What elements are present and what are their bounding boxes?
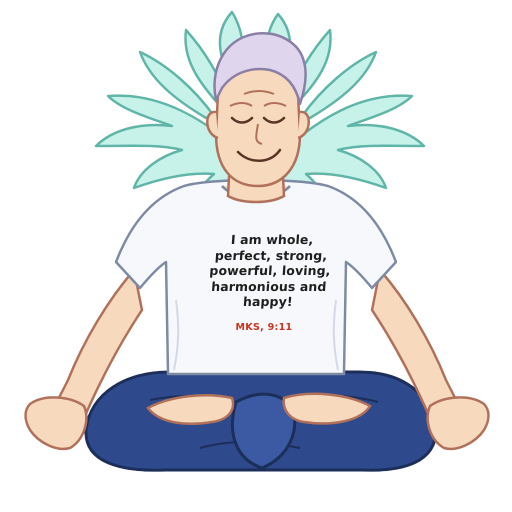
shirt-line-3: powerful, loving,: [208, 263, 332, 278]
shirt-affirmation: [193, 232, 346, 310]
shirt-citation: MKS, 9:11: [235, 322, 293, 333]
shirt-line-4: harmonious and: [210, 278, 328, 294]
shirt-line-2: perfect, strong,: [214, 247, 328, 263]
legs: [86, 372, 436, 470]
shirt-line-1: I am whole,: [230, 232, 314, 247]
shirt-line-5: happy!: [242, 294, 294, 309]
